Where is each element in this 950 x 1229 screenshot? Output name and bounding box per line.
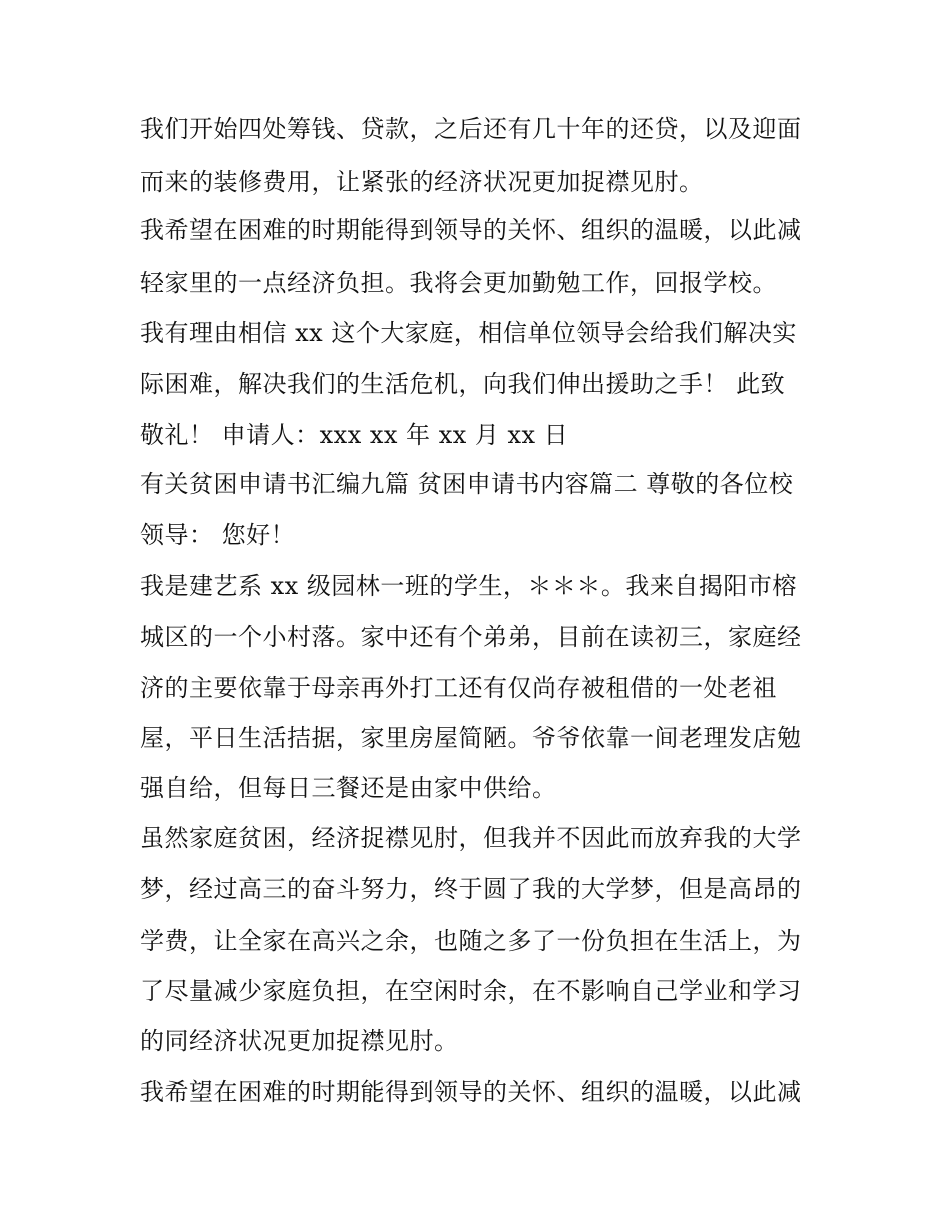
text-line: 虽然家庭贫困，经济捉襟见肘，但我并不因此而放弃我的大学 [140,824,802,852]
text-line: 敬礼！ 申请人：xxx xx 年 xx 月 xx 日 [140,421,569,449]
text-line: 了尽量减少家庭负担，在空闲时余，在不影响自己学业和学习 [140,977,802,1005]
text-line: 轻家里的一点经济负担。我将会更加勤勉工作，回报学校。 [140,269,777,297]
text-line: 强自给，但每日三餐还是由家中供给。 [140,774,557,802]
text-line: 我希望在困难的时期能得到领导的关怀、组织的温暖，以此减 [140,1078,802,1106]
text-line: 际困难，解决我们的生活危机，向我们伸出援助之手！ 此致 [140,370,786,398]
text-line: 的同经济状况更加捉襟见肘。 [140,1027,459,1055]
text-line: 屋，平日生活拮据，家里房屋简陋。爷爷依靠一间老理发店勉 [140,724,802,752]
text-line: 我希望在困难的时期能得到领导的关怀、组织的温暖，以此减 [140,216,802,244]
text-line: 我是建艺系 xx 级园林一班的学生，＊＊＊。我来自揭阳市榕 [140,572,797,600]
text-line: 而来的装修费用，让紧张的经济状况更加捉襟见肘。 [140,168,704,196]
text-line: 领导： 您好！ [140,521,296,549]
text-line: 学费，让全家在高兴之余，也随之多了一份负担在生活上，为 [140,927,802,955]
text-line: 梦，经过高三的奋斗努力，终于圆了我的大学梦，但是高昂的 [140,875,802,903]
text-line: 我们开始四处筹钱、贷款，之后还有几十年的还贷，以及迎面 [140,115,802,143]
text-line: 有关贫困申请书汇编九篇 贫困申请书内容篇二 尊敬的各位校 [140,470,794,498]
text-line: 济的主要依靠于母亲再外打工还有仅尚存被租借的一处老祖 [140,674,777,702]
text-line: 我有理由相信 xx 这个大家庭，相信单位领导会给我们解决实 [140,319,797,347]
text-line: 城区的一个小村落。家中还有个弟弟，目前在读初三，家庭经 [140,623,802,651]
